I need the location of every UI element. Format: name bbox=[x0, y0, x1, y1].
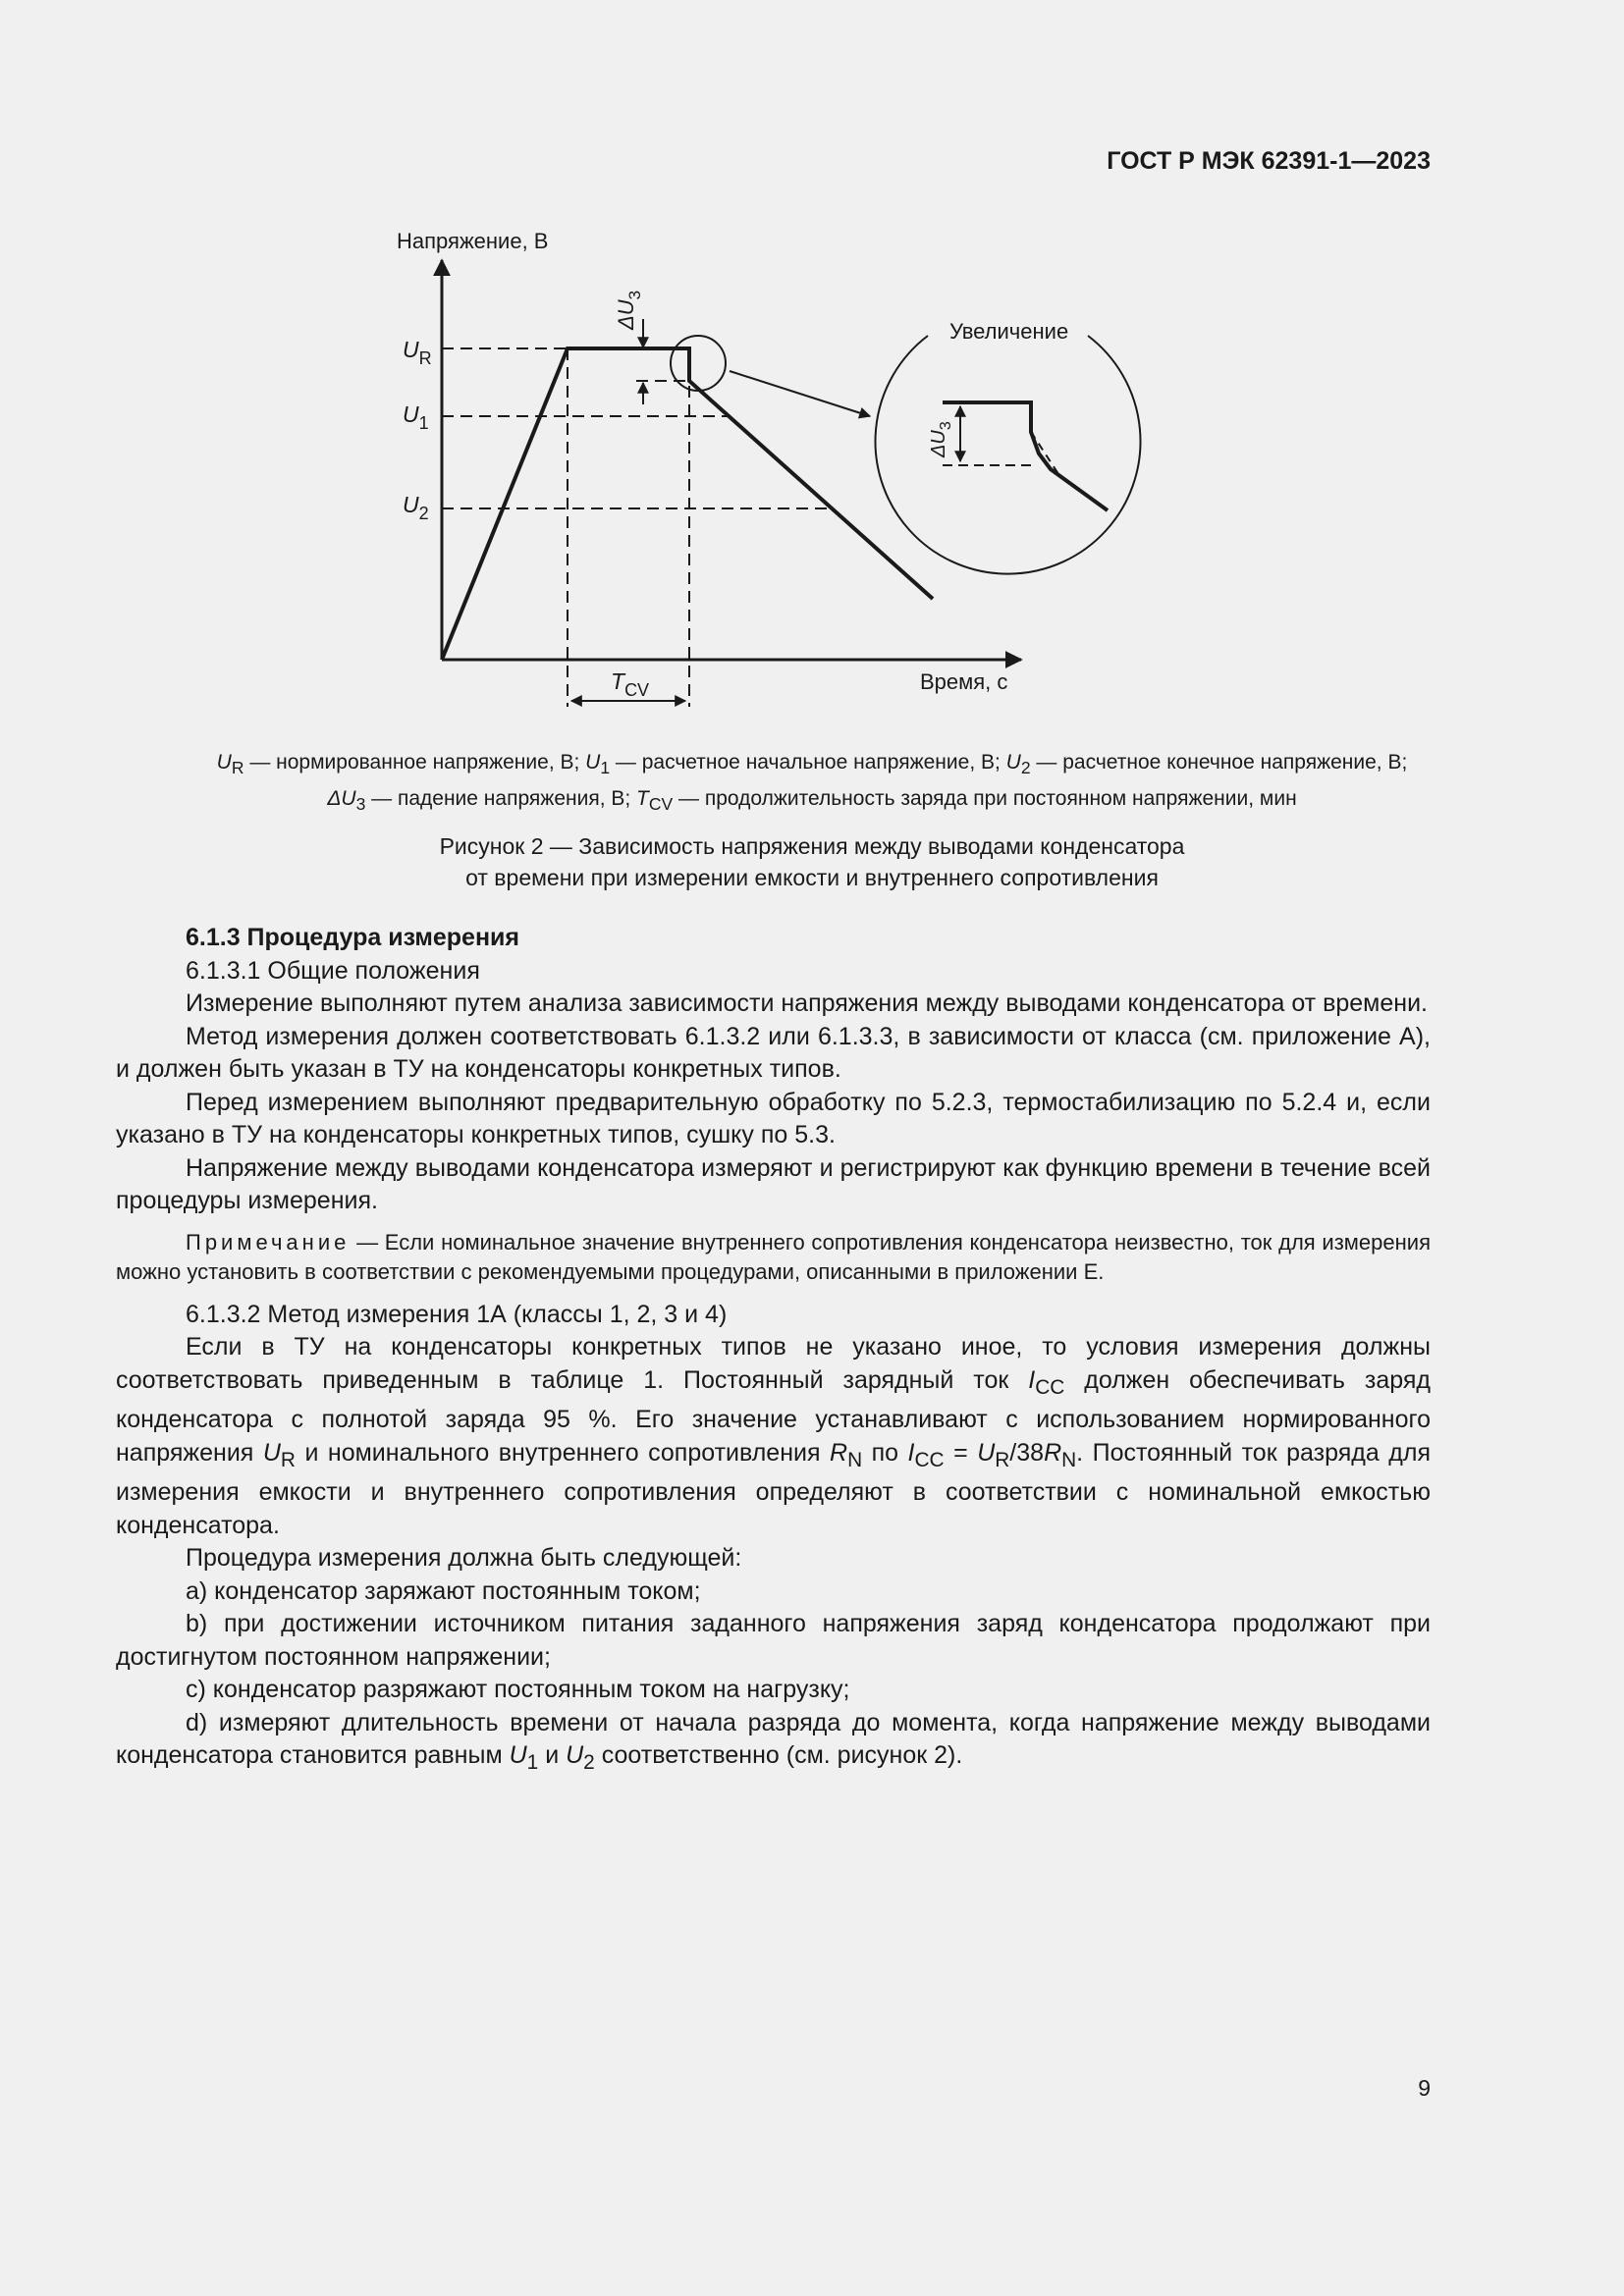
zoom-label: Увеличение bbox=[949, 319, 1069, 344]
zoom-voltage-curve bbox=[943, 402, 1108, 510]
zoom-arrow bbox=[730, 371, 870, 416]
paragraph-2: Метод измерения должен соответствовать 6.1.3.2 или 6.1.3.3, в зависимости от класса (см. приложение А), и должен быть указан в ТУ на конденсаторы конкретных типов. bbox=[116, 1022, 1431, 1083]
paragraph-3: Перед измерением выполняют предварительную обработку по 5.2.3, термостабилизацию по 5.2.4 и, если указано в ТУ на конденсаторы конкретных типов, сушку по 5.3. bbox=[116, 1088, 1431, 1148]
du3-label: $\Delta U_3$ bbox=[614, 290, 644, 330]
legend-line-1: $U_R$ — нормированное напряжение, В; $U_1$ — расчетное начальное напряжение, В; $U_2$ — расчетное конечное напряжение, В; bbox=[216, 751, 1408, 778]
subsection-heading: 6.1.3.1 Общие положения bbox=[186, 956, 480, 985]
u2-label: $U_2$ bbox=[403, 492, 429, 523]
voltage-curve bbox=[442, 348, 933, 660]
method-heading: 6.1.3.2 Метод измерения 1А (классы 1, 2, 3 и 4) bbox=[186, 1300, 728, 1328]
note-label: Примечание bbox=[186, 1229, 351, 1255]
list-item-c: c) конденсатор разряжают постоянным током на нагрузку; bbox=[186, 1676, 850, 1703]
caption-line-2: от времени при измерении емкости и внутреннего сопротивления bbox=[465, 865, 1159, 890]
paragraph-5: Если в ТУ на конденсаторы конкретных типов не указано иное, то условия измерения должны соответствовать приведенным в таблице 1. Постоянный зарядный ток $I_{CC}$ должен обеспечивать заряд конденсатора с полнотой заряда 95 %. Его значение устанавливают с использованием нормированного напряжения $U_R$ и номинального внутреннего сопротивления $R_N$ по $I_{CC} = U_R/38R_N$. Постоянный ток разряда для измерения емкости и внутреннего сопротивления определяют в соответствии с номинальной емкостью конденсатора. bbox=[116, 1333, 1431, 1539]
figure-caption bbox=[116, 830, 1508, 893]
ur-label: $U_R$ bbox=[403, 337, 432, 368]
figure-legend bbox=[116, 747, 1508, 820]
zoom-du3-label: $\Delta U_3$ bbox=[928, 421, 954, 457]
list-item-d: d) измеряют длительность времени от начала разряда до момента, когда напряжение между выводами конденсатора становится равным $U_1$ и $U_2$ соответственно (см. рисунок 2). bbox=[116, 1708, 1431, 1774]
note: Примечание — Если номинальное значение внутреннего сопротивления конденсатора неизвестно, ток для измерения можно установить в соответствии с рекомендуемыми процедурами, описанными в приложении Е. bbox=[116, 1229, 1431, 1284]
zoom-target-circle bbox=[671, 336, 726, 391]
paragraph-6: Процедура измерения должна быть следующей: bbox=[186, 1544, 742, 1572]
standard-code: ГОСТ Р МЭК 62391-1—2023 bbox=[1107, 147, 1431, 175]
legend-line-2: $\Delta U_3$ — падение напряжения, В; $T_{CV}$ — продолжительность заряда при постоянном напряжении, мин bbox=[327, 787, 1297, 815]
tcv-label: $T_{CV}$ bbox=[611, 668, 650, 700]
list-item-b: b) при достижении источником питания заданного напряжения заряд конденсатора продолжают при достигнутом постоянном напряжении; bbox=[116, 1610, 1431, 1671]
body-text bbox=[116, 922, 1431, 1780]
zoom-inset bbox=[876, 319, 1141, 574]
paragraph-1: Измерение выполняют путем анализа зависимости напряжения между выводами конденсатора от времени. bbox=[186, 989, 1428, 1017]
caption-line-1: Рисунок 2 — Зависимость напряжения между выводами конденсатора bbox=[439, 833, 1185, 859]
page-number: 9 bbox=[1418, 2075, 1431, 2101]
section-heading: 6.1.3 Процедура измерения bbox=[186, 924, 520, 951]
paragraph-4: Напряжение между выводами конденсатора измеряют и регистрируют как функцию времени в течение всей процедуры измерения. bbox=[116, 1153, 1431, 1214]
y-axis-label: Напряжение, В bbox=[397, 229, 549, 253]
list-item-a: a) конденсатор заряжают постоянным током; bbox=[186, 1576, 701, 1605]
x-axis-label: Время, с bbox=[920, 669, 1008, 694]
u1-label: $U_1$ bbox=[403, 401, 429, 433]
voltage-time-figure bbox=[0, 0, 1624, 746]
